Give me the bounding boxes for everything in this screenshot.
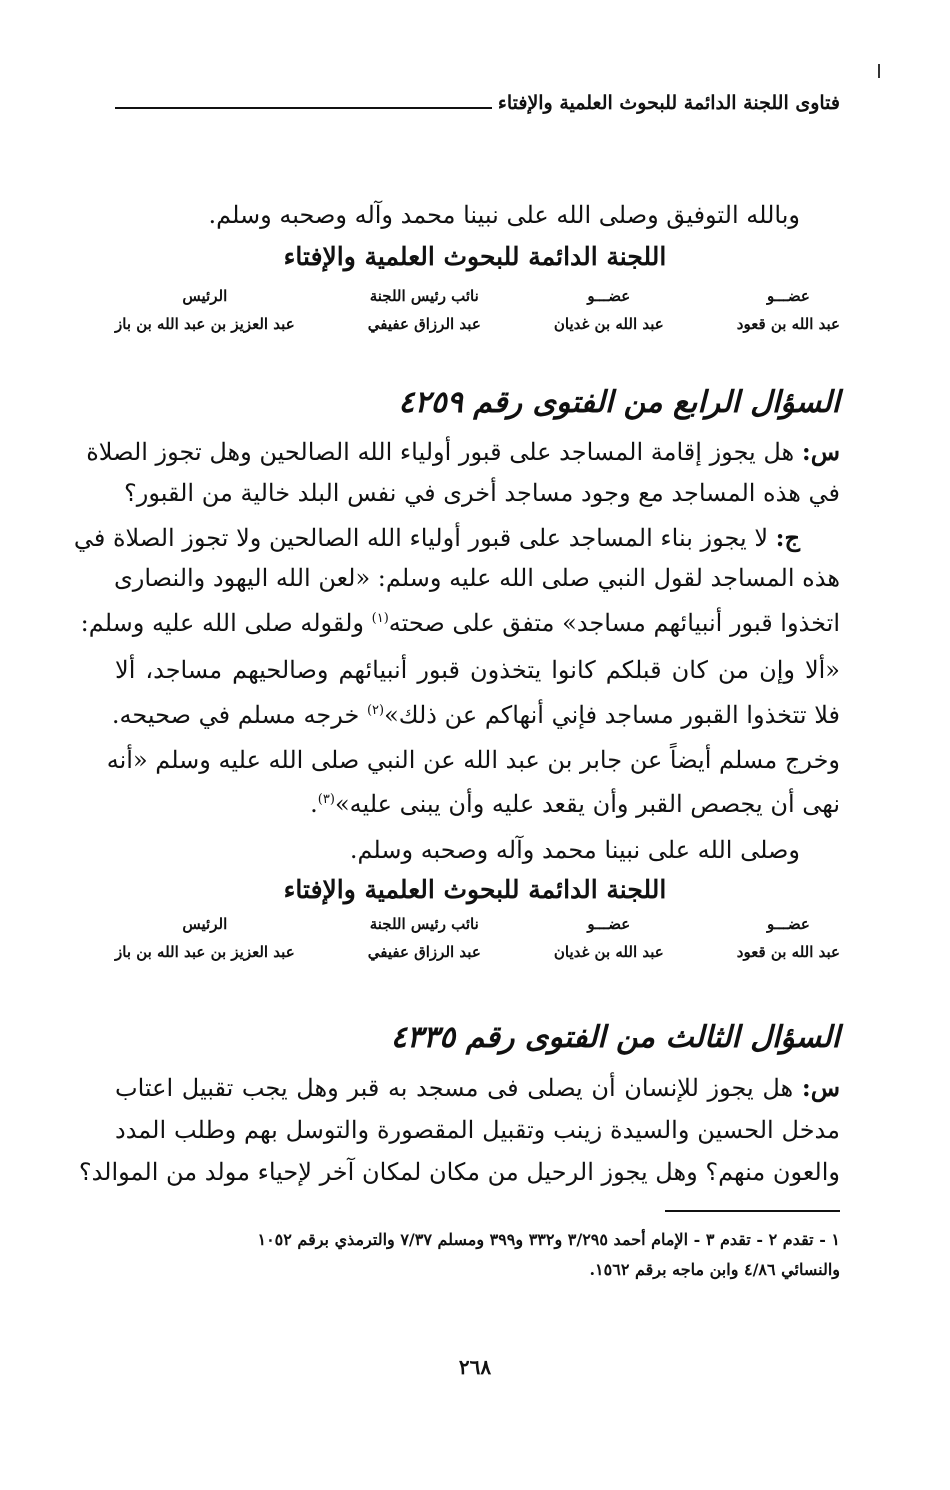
footnote-ref-3: (٣) (317, 792, 335, 807)
answer-line-2: هذه المساجد لقول النبي صلى الله عليه وسلم: «لعن الله اليهود والنصارى (113, 564, 840, 592)
footnote-ref-1: (١) (371, 611, 389, 626)
signatory: الرئيس عبد العزيز بن عبد الله بن باز (115, 287, 295, 333)
signatory: نائب رئيس اللجنة عبد الرزاق عفيفي (367, 287, 481, 333)
closing-line-1: وبالله التوفيق وصلى الله على نبينا محمد وآله وصحبه وسلم. (208, 201, 800, 229)
answer-line-6: وخرج مسلم أيضاً عن جابر بن عبد الله عن النبي صلى الله عليه وسلم «أنه (106, 746, 840, 774)
question-line-2: في هذه المساجد مع وجود مساجد أخرى في نفس البلد خالية من القبور؟ (124, 479, 840, 507)
question-line-1: س: هل يجوز إقامة المساجد على قبور أولياء الله الصالحين وهل تجوز الصلاة (86, 437, 840, 466)
footnote-line-1: ١ - تقدم ٢ - تقدم ٣ - الإمام أحمد ٣/٢٩٥ و٣٣٢ و٣٩٩ ومسلم ٧/٣٧ والترمذي برقم ١٠٥٢ (257, 1230, 840, 1249)
running-title: فتاوى اللجنة الدائمة للبحوث العلمية والإفتاء (497, 92, 840, 114)
signatory: عضـــو عبد الله بن غديان (553, 915, 664, 961)
question2-line-3: والعون منهم؟ وهل يجوز الرحيل من مكان لمكان آخر لإحياء مولد من الموالد؟ (78, 1158, 840, 1186)
answer-line-4: «ألا وإن من كان قبلكم كانوا يتخذون قبور أنبيائهم وصالحيهم مساجد، ألا (115, 656, 840, 684)
answer-line-7: نهى أن يجصص القبر وأن يقعد عليه وأن يبنى عليه»$^{(٣)}$. (310, 790, 840, 818)
footnote-line-2: والنسائي ٤/٨٦ وابن ماجه برقم ١٥٦٢. (589, 1260, 840, 1279)
page-edge-mark (878, 64, 880, 78)
committee-title-1: اللجنة الدائمة للبحوث العلمية والإفتاء (283, 242, 667, 271)
footnote-rule (665, 1210, 840, 1212)
signatory: نائب رئيس اللجنة عبد الرزاق عفيفي (367, 915, 481, 961)
question2-line-1: س: هل يجوز للإنسان أن يصلى فى مسجد به قبر وهل يجب تقبيل اعتاب (115, 1073, 841, 1102)
signatory: عضـــو عبد الله بن قعود (736, 915, 840, 961)
signatories-1 (115, 282, 840, 342)
fatwa-heading-4259: السؤال الرابع من الفتوى رقم ٤٢٥٩ (398, 385, 840, 420)
header-rule (115, 107, 492, 109)
footnote-ref-2: (٢) (366, 703, 385, 718)
signatory: عضـــو عبد الله بن قعود (736, 287, 840, 333)
question2-line-2: مدخل الحسين والسيدة زينب وتقبيل المقصورة والتوسل بهم وطلب المدد (115, 1116, 840, 1144)
answer-line-5: فلا تتخذوا القبور مساجد فإني أنهاكم عن ذلك»$^{(٢)}$ خرجه مسلم في صحيحه. (111, 701, 840, 729)
signatory: الرئيس عبد العزيز بن عبد الله بن باز (115, 915, 295, 961)
fatwa-heading-4335: السؤال الثالث من الفتوى رقم ٤٣٣٥ (390, 1020, 840, 1055)
closing-line-2: وصلى الله على نبينا محمد وآله وصحبه وسلم. (349, 836, 800, 864)
running-header (115, 84, 840, 114)
answer-line-3: اتخذوا قبور أنبيائهم مساجد» متفق على صحته$^{(١)}$ ولقوله صلى الله عليه وسلم: (80, 609, 840, 637)
signatory: عضـــو عبد الله بن غديان (553, 287, 664, 333)
answer-line-1: ج: لا يجوز بناء المساجد على قبور أولياء الله الصالحين ولا تجوز الصلاة في (73, 523, 800, 552)
signatories-2 (115, 910, 840, 970)
page-number: ٢٦٨ (458, 1355, 492, 1379)
committee-title-2: اللجنة الدائمة للبحوث العلمية والإفتاء (283, 875, 667, 904)
